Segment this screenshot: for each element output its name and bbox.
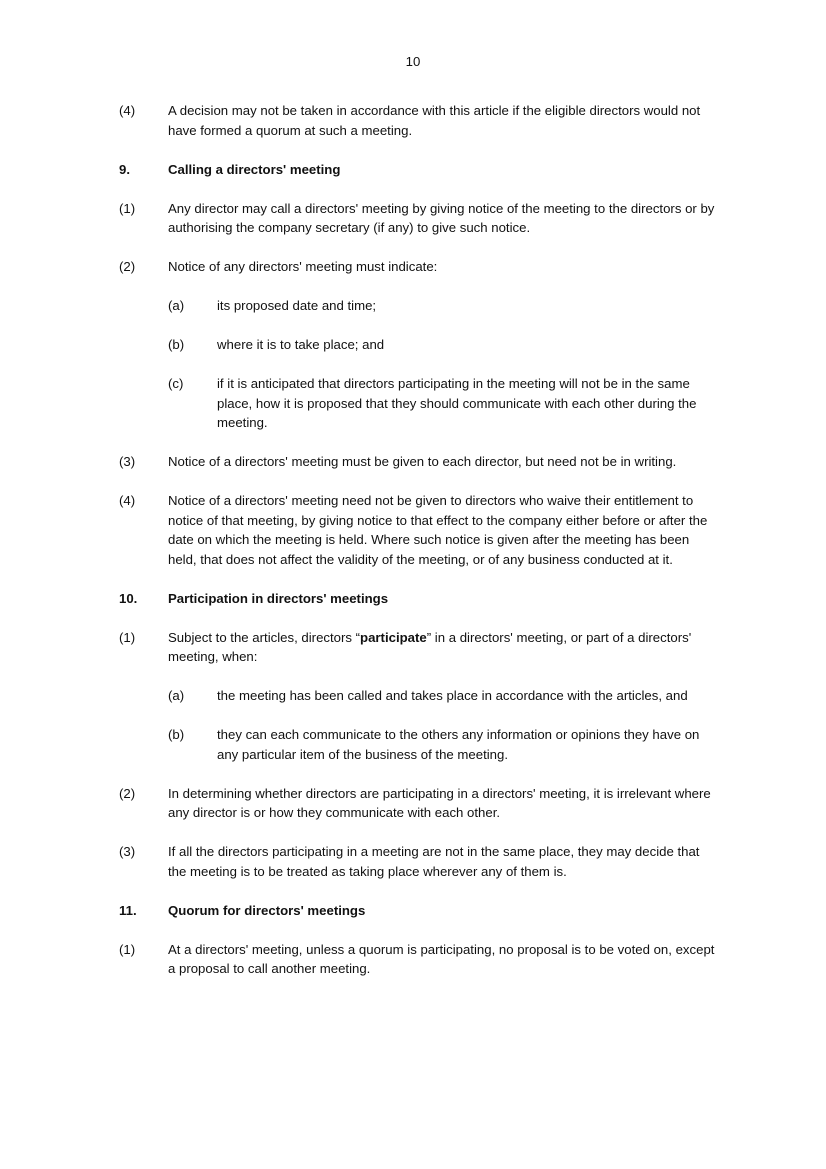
sub-paragraph <box>119 725 719 764</box>
sub-paragraph-text: if it is anticipated that directors participating in the meeting will not be in the same place, how it is proposed that they should communicate with each other during the meeting. <box>217 376 697 430</box>
defined-term: participate <box>360 629 427 645</box>
paragraph <box>119 940 719 979</box>
paragraph-number: (4) <box>119 103 136 118</box>
paragraph-number: (2) <box>119 785 136 801</box>
paragraph <box>119 257 719 277</box>
sub-paragraph-text: where it is to take place; and <box>217 337 385 352</box>
article-number: 9. <box>119 161 130 177</box>
paragraph-number: (4) <box>119 493 136 508</box>
article-number: 10. <box>119 590 138 606</box>
paragraph <box>119 101 719 140</box>
sub-paragraph-text: the meeting has been called and takes place in accordance with the articles, and <box>217 688 688 703</box>
paragraph-text: Notice of any directors' meeting must indicate: <box>168 259 438 274</box>
sub-paragraph-letter: (a) <box>168 688 185 703</box>
paragraph-text: A decision may not be taken in accordance with this article if the eligible directors would not have formed a quorum at such a meeting. <box>168 103 701 138</box>
sub-paragraph-letter: (b) <box>168 727 185 742</box>
paragraph <box>119 628 719 667</box>
sub-paragraph-letter: (c) <box>168 376 184 391</box>
paragraph <box>119 452 719 472</box>
paragraph-number: (2) <box>119 259 136 274</box>
sub-paragraph <box>119 296 719 316</box>
sub-paragraph-text: its proposed date and time; <box>217 298 377 313</box>
paragraph <box>119 842 719 881</box>
article-number: 11. <box>119 902 137 918</box>
paragraph <box>119 491 719 569</box>
paragraph-number: (3) <box>119 454 136 469</box>
page-number: 10 <box>405 54 421 69</box>
text-before: Subject to the articles, directors “ <box>168 629 361 645</box>
paragraph-text: Notice of a directors' meeting must be given to each director, but need not be in writing. <box>168 454 677 469</box>
article-heading <box>119 901 719 921</box>
text-after: ” in a directors' meeting, or part of a directors' meeting, when: <box>168 629 692 664</box>
article-heading <box>119 160 719 180</box>
sub-paragraph <box>119 686 719 706</box>
document-body <box>119 101 719 998</box>
article-title: Calling a directors' meeting <box>168 161 341 177</box>
sub-paragraph <box>119 374 719 433</box>
paragraph-text <box>168 630 691 665</box>
paragraph-text: Notice of a directors' meeting need not be given to directors who waive their entitlement to notice of that meeting, by giving notice to that effect to the company either before or after the date on which the meeting is held. Where such notice is given after the meeting has been held, that does not affect the validity of the meeting, or of any business conducted at it. <box>168 493 708 567</box>
paragraph <box>119 784 719 823</box>
paragraph <box>119 199 719 238</box>
paragraph-text: At a directors' meeting, unless a quorum is participating, no proposal is to be voted on, except a proposal to call another meeting. <box>168 941 715 976</box>
paragraph-number: (1) <box>119 941 136 957</box>
paragraph-number: (1) <box>119 200 136 216</box>
paragraph-number: (1) <box>119 629 136 645</box>
paragraph-text: In determining whether directors are participating in a directors' meeting, it is irrelevant where any director is or how they communicate with each other. <box>168 785 711 820</box>
sub-paragraph-letter: (b) <box>168 337 185 352</box>
paragraph-text: Any director may call a directors' meeting by giving notice of the meeting to the directors or by authorising the company secretary (if any) to give such notice. <box>168 200 715 235</box>
article-title: Quorum for directors' meetings <box>168 902 366 918</box>
sub-paragraph-letter: (a) <box>168 298 185 313</box>
article-heading <box>119 589 719 609</box>
sub-paragraph <box>119 335 719 355</box>
sub-paragraph-text: they can each communicate to the others any information or opinions they have on any particular item of the business of the meeting. <box>217 727 700 762</box>
article-title: Participation in directors' meetings <box>168 590 389 606</box>
paragraph-number: (3) <box>119 844 136 859</box>
paragraph-text: If all the directors participating in a meeting are not in the same place, they may decide that the meeting is to be treated as taking place wherever any of them is. <box>168 844 700 879</box>
